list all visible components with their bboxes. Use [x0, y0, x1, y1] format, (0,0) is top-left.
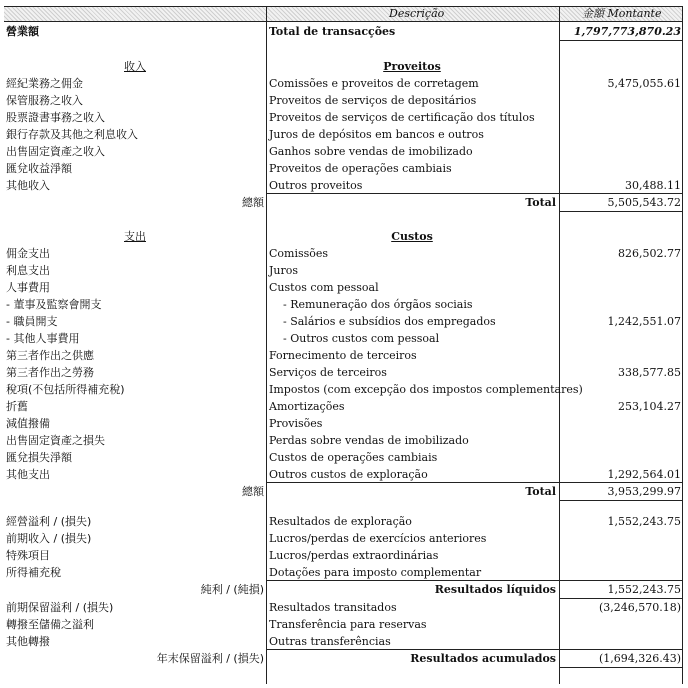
label-zh: 減值撥備 [6, 417, 50, 430]
table-row [4, 564, 683, 581]
table-row [4, 109, 683, 126]
amount: 1,242,551.07 [607, 315, 681, 328]
costs-total-pt: Total [525, 485, 556, 498]
label-zh: 經營溢利 / (損失) [6, 515, 92, 528]
costs-total-underline [559, 500, 683, 501]
label-zh: 匯兌收益淨額 [6, 162, 72, 175]
label-zh: 折舊 [6, 400, 28, 413]
net-result-value: 1,552,243.75 [607, 583, 681, 596]
label-zh: 其他收入 [6, 179, 50, 192]
income-total-pt: Total [525, 196, 556, 209]
label-pt: Proveitos de serviços de depositários [269, 94, 477, 107]
label-pt: Lucros/perdas de exercícios anteriores [269, 532, 487, 545]
table-row [4, 633, 683, 650]
label-zh: 轉撥至儲備之溢利 [6, 618, 94, 631]
label-zh: 前期保留溢利 / (損失) [6, 601, 114, 614]
costs-title-pt: Custos [391, 230, 433, 243]
accumulated-row [4, 650, 683, 667]
table-row [4, 466, 683, 483]
label-zh: 匯兌損失淨額 [6, 451, 72, 464]
label-zh: 經紀業務之佣金 [6, 77, 83, 90]
table-header [4, 6, 683, 22]
net-result-zh: 純利 / (純損) [200, 583, 264, 596]
accumulated-zh: 年末保留溢利 / (損失) [156, 652, 264, 665]
table-row [4, 432, 683, 449]
accumulated-underline [559, 667, 683, 668]
turnover-value: 1,797,773,870.23 [573, 25, 681, 38]
table-row [4, 415, 683, 432]
amount: (3,246,570.18) [598, 601, 681, 614]
income-total-row [4, 194, 683, 211]
amount: 1,552,243.75 [607, 515, 681, 528]
label-zh: 銀行存款及其他之利息收入 [6, 128, 138, 141]
label-pt: Outras transferências [269, 635, 391, 648]
table-row [4, 245, 683, 262]
label-pt: Proveitos de serviços de certificação dos títulos [269, 111, 535, 124]
label-zh: 佣金支出 [6, 247, 50, 260]
table-row [4, 599, 683, 616]
label-pt: Amortizações [269, 400, 345, 413]
label-zh: 出售固定資產之損失 [6, 434, 105, 447]
table-row [4, 126, 683, 143]
label-zh: 所得補充稅 [6, 566, 61, 579]
amount: 1,292,564.01 [607, 468, 681, 481]
table-row [4, 616, 683, 633]
label-pt: Juros [269, 264, 299, 277]
amount: 338,577.85 [618, 366, 681, 379]
label-pt: Comissões [269, 247, 329, 260]
label-zh: - 職員開支 [6, 315, 58, 328]
table-row [4, 313, 683, 330]
label-zh: 第三者作出之供應 [6, 349, 94, 362]
label-pt: Dotações para imposto complementar [269, 566, 482, 579]
table-row [4, 513, 683, 530]
table-row [4, 330, 683, 347]
label-zh: 利息支出 [6, 264, 50, 277]
table-row [4, 530, 683, 547]
label-zh: - 其他人事費用 [6, 332, 80, 345]
label-pt: - Salários e subsídios dos empregados [283, 315, 496, 328]
turnover-label-pt: Total de transacções [269, 25, 396, 38]
table-row [4, 547, 683, 564]
income-total-value: 5,505,543.72 [607, 196, 681, 209]
label-pt: Outros custos de exploração [269, 468, 428, 481]
accumulated-pt: Resultados acumulados [410, 652, 556, 665]
header-montante: 金額 Montante [582, 7, 662, 20]
label-pt: Juros de depósitos em bancos e outros [269, 128, 484, 141]
label-pt: Proveitos de operações cambiais [269, 162, 452, 175]
label-pt: Impostos (com excepção dos impostos complementares) [269, 383, 583, 396]
table-row [4, 381, 683, 398]
label-zh: 第三者作出之勞務 [6, 366, 94, 379]
label-pt: Custos com pessoal [269, 281, 379, 294]
table-row [4, 262, 683, 279]
income-title-zh: 收入 [124, 60, 146, 73]
financial-statement [4, 6, 683, 684]
table-row [4, 347, 683, 364]
label-pt: Ganhos sobre vendas de imobilizado [269, 145, 473, 158]
label-zh: 其他支出 [6, 468, 50, 481]
turnover-underline [559, 40, 683, 41]
label-pt: Custos de operações cambiais [269, 451, 438, 464]
label-zh: 前期收入 / (損失) [6, 532, 92, 545]
label-pt: Fornecimento de terceiros [269, 349, 417, 362]
income-total-underline [559, 211, 683, 212]
label-zh: 其他轉撥 [6, 635, 50, 648]
label-zh: 出售固定資產之收入 [6, 145, 105, 158]
label-zh: 保管服務之收入 [6, 94, 83, 107]
income-total-zh: 總額 [242, 196, 264, 209]
label-zh: 特殊項目 [6, 549, 50, 562]
costs-total-row [4, 483, 683, 500]
label-zh: 股票證書事務之收入 [6, 111, 105, 124]
label-zh: 稅項(不包括所得補充稅) [6, 383, 125, 396]
amount: 826,502.77 [618, 247, 681, 260]
table-row [4, 143, 683, 160]
amount: 5,475,055.61 [607, 77, 681, 90]
net-result-pt: Resultados líquidos [434, 583, 556, 596]
label-pt: Resultados de exploração [269, 515, 412, 528]
label-pt: Resultados transitados [269, 601, 397, 614]
income-title-row [4, 58, 683, 75]
income-title-pt: Proveitos [383, 60, 441, 73]
table-row [4, 364, 683, 381]
label-pt: Outros proveitos [269, 179, 363, 192]
amount: 30,488.11 [625, 179, 681, 192]
label-pt: - Remuneração dos órgãos sociais [283, 298, 473, 311]
net-result-row [4, 581, 683, 598]
label-pt: Comissões e proveitos de corretagem [269, 77, 479, 90]
table-row [4, 177, 683, 194]
label-pt: Lucros/perdas extraordinárias [269, 549, 439, 562]
turnover-label-zh: 營業額 [6, 25, 39, 38]
label-zh: 人事費用 [6, 281, 50, 294]
turnover-row [4, 23, 683, 40]
costs-total-value: 3,953,299.97 [607, 485, 681, 498]
label-pt: Perdas sobre vendas de imobilizado [269, 434, 469, 447]
label-pt: Provisões [269, 417, 323, 430]
table-row [4, 279, 683, 296]
table-row [4, 296, 683, 313]
costs-total-zh: 總額 [242, 485, 264, 498]
costs-title-row [4, 228, 683, 245]
table-row [4, 160, 683, 177]
table-row [4, 92, 683, 109]
amount: 253,104.27 [618, 400, 681, 413]
label-pt: - Outros custos com pessoal [283, 332, 440, 345]
table-row [4, 449, 683, 466]
label-pt: Transferência para reservas [269, 618, 427, 631]
table-row [4, 398, 683, 415]
header-descricao: Descrição [389, 7, 445, 20]
accumulated-value: (1,694,326.43) [598, 652, 681, 665]
label-pt: Serviços de terceiros [269, 366, 387, 379]
costs-title-zh: 支出 [124, 230, 146, 243]
label-zh: - 董事及監察會開支 [6, 298, 102, 311]
table-row [4, 75, 683, 92]
